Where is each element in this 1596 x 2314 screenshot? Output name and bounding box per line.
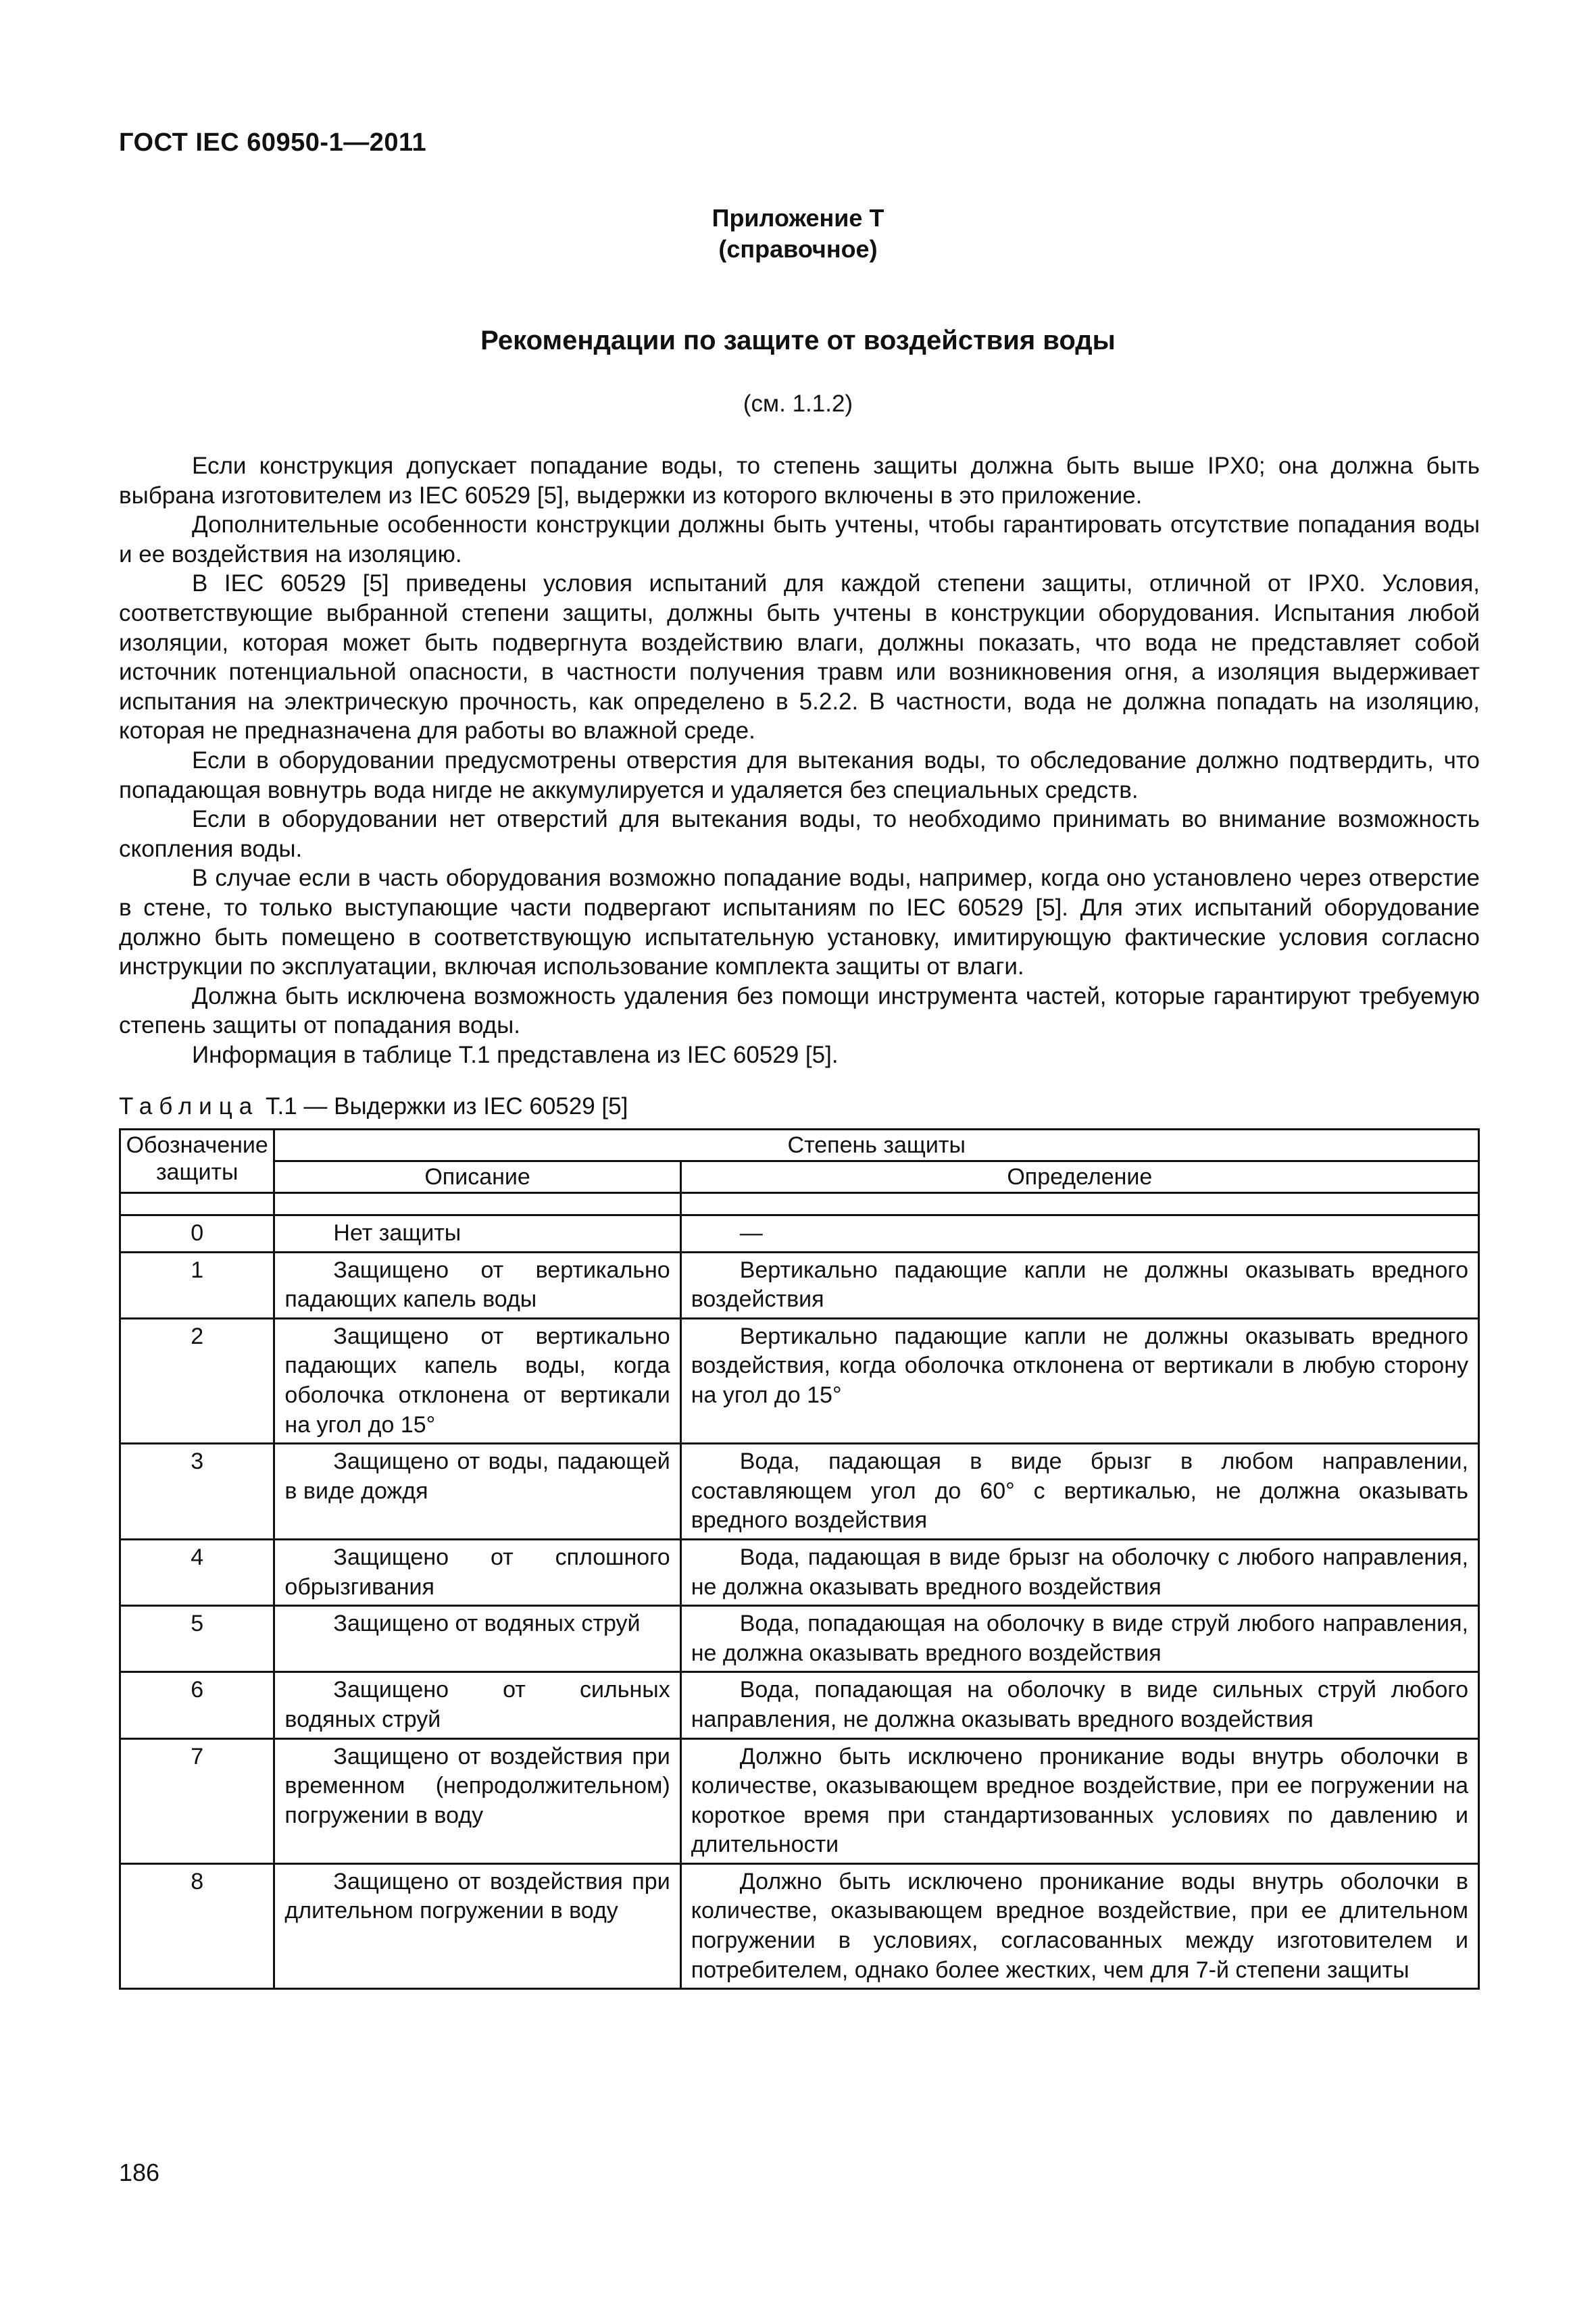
appendix-heading [0, 203, 1596, 265]
cell-definition [680, 1672, 1478, 1738]
table-row [120, 1672, 1479, 1738]
description-text: Защищено от водяных струй [333, 1611, 641, 1637]
table-caption-text: Т.1 — Выдержки из IEC 60529 [5] [265, 1093, 628, 1120]
cell-description [274, 1318, 680, 1443]
cell-description [274, 1863, 680, 1988]
paragraph: Дополнительные особенности конструкции должны быть учтены, чтобы гарантировать отсутствие попадания воды и ее воздействия на изоляцию. [119, 511, 1480, 568]
table-separator [120, 1193, 1479, 1215]
cell-code: 1 [120, 1252, 274, 1318]
body-text [119, 451, 1480, 1070]
page-number: 186 [119, 2159, 160, 2186]
table-row [120, 1539, 1479, 1605]
table-row [120, 1863, 1479, 1988]
table-row [120, 1252, 1479, 1318]
description-text: Защищено от воды, падающей в виде дождя [284, 1449, 670, 1504]
cell-description [274, 1606, 680, 1672]
description-text: Нет защиты [333, 1220, 462, 1246]
paragraph: Если в оборудовании нет отверстий для вытекания воды, то необходимо принимать во внимание возможность скопления воды. [119, 806, 1480, 862]
appendix-type: (справочное) [718, 235, 878, 263]
cell-description [274, 1672, 680, 1738]
cell-code: 4 [120, 1539, 274, 1605]
description-text: Защищено от сильных водяных струй [284, 1677, 670, 1732]
table-row [120, 1606, 1479, 1672]
cell-definition [680, 1539, 1478, 1605]
cell-definition [680, 1738, 1478, 1863]
paragraph: Должна быть исключена возможность удаления без помощи инструмента частей, которые гарантируют требуемую степень защиты от попадания воды. [119, 982, 1480, 1039]
description-text: Защищено от вертикально падающих капель воды, когда оболочка отклонена от вертикали на угол до 15° [284, 1323, 670, 1438]
description-text: Защищено от вертикально падающих капель воды [284, 1257, 670, 1313]
paragraph: Информация в таблице Т.1 представлена из IEC 60529 [5]. [192, 1041, 839, 1068]
appendix-title: Приложение Т [712, 204, 884, 232]
section-reference: (см. 1.1.2) [743, 391, 853, 417]
paragraph: В случае если в часть оборудования возможно попадание воды, например, когда оно установлено через отверстие в стене, то только выступающие части подвергают испытаниям по IEC 60529 [5]. Для этих испытаний оборудование должно быть помещено в соответствующую испытательную установку, имитирующую фактические условия согласно инструкции по эксплуатации, включая использование комплекта защиты от влаги. [119, 865, 1480, 980]
cell-description [274, 1738, 680, 1863]
paragraph: Если конструкция допускает попадание воды, то степень защиты должна быть выше IPX0; она должна быть выбрана изготовителем из IEC 60529 [5], выдержки из которого включены в это приложение. [119, 453, 1480, 509]
cell-definition [680, 1318, 1478, 1443]
paragraph: В IEC 60529 [5] приведены условия испытаний для каждой степени защиты, отличной от IPX0. Условия, соответствующие выбранной степени защиты, должны быть учтены в конструкции оборудования. Испытания любой изоляции, которая может быть подвергнута воздействию влаги, должны показать, что вода не представляет собой источник потенциальной опасности, в частности получения травм или возникновения огня, а изоляция выдерживает испытания на электрическую прочность, как определено в 5.2.2. В частности, вода не должна попадать на изоляцию, которая не предназначена для работы во влажной среде. [119, 570, 1480, 745]
description-text: Защищено от воздействия при длительном погружении в воду [284, 1868, 670, 1924]
table-row [120, 1215, 1479, 1253]
cell-definition [680, 1215, 1478, 1253]
cell-description [274, 1539, 680, 1605]
cell-code: 5 [120, 1606, 274, 1672]
cell-definition [680, 1863, 1478, 1988]
definition-text: Вода, попадающая на оболочку в виде струй любого направления, не должна оказывать вредного воздействия [691, 1611, 1468, 1666]
header-description: Описание [274, 1161, 680, 1193]
section-title: Рекомендации по защите от воздействия воды [480, 326, 1116, 355]
definition-text: Вода, падающая в виде брызг в любом направлении, составляющем угол до 60° с вертикалью, не должна оказывать вредного воздействия [691, 1449, 1468, 1534]
definition-text: Вода, попадающая на оболочку в виде сильных струй любого направления, не должна оказывать вредного воздействия [691, 1677, 1468, 1732]
table-row [120, 1444, 1479, 1540]
cell-description [274, 1252, 680, 1318]
protection-table [119, 1128, 1480, 1990]
paragraph: Если в оборудовании предусмотрены отверстия для вытекания воды, то обследование должно подтвердить, что попадающая вовнутрь вода нигде не аккумулируется и удаляется без специальных средств. [119, 747, 1480, 803]
cell-code: 8 [120, 1863, 274, 1988]
definition-text: Должно быть исключено проникание воды внутрь оболочки в количестве, оказывающем вредное воздействие, при ее длительном погружении в условиях, согласованных между изготовителем и потребителем, однако более жестких, чем для 7-й степени защиты [691, 1868, 1468, 1983]
header-code: Обозначение защиты [120, 1130, 274, 1193]
definition-text: — [739, 1220, 763, 1246]
cell-code: 2 [120, 1318, 274, 1443]
cell-code: 6 [120, 1672, 274, 1738]
cell-definition [680, 1606, 1478, 1672]
definition-text: Вертикально падающие капли не должны оказывать вредного воздействия, когда оболочка отклонена от вертикали в любую сторону на угол до 15° [691, 1323, 1468, 1408]
document-header-code: ГОСТ IEC 60950-1—2011 [119, 128, 427, 157]
cell-description [274, 1444, 680, 1540]
table-caption-label: Таблица [119, 1093, 259, 1120]
cell-code: 7 [120, 1738, 274, 1863]
definition-text: Должно быть исключено проникание воды внутрь оболочки в количестве, оказывающем вредное воздействие, при ее погружении на короткое время при стандартизованных условиях по давлению и длительности [691, 1743, 1468, 1858]
cell-definition [680, 1444, 1478, 1540]
definition-text: Вертикально падающие капли не должны оказывать вредного воздействия [691, 1257, 1468, 1313]
definition-text: Вода, падающая в виде брызг на оболочку с любого направления, не должна оказывать вредного воздействия [691, 1544, 1468, 1600]
cell-code: 0 [120, 1215, 274, 1253]
table-row [120, 1738, 1479, 1863]
description-text: Защищено от сплошного обрызгивания [284, 1544, 670, 1600]
header-protection-degree: Степень защиты [274, 1130, 1479, 1161]
cell-code: 3 [120, 1444, 274, 1540]
table-caption [119, 1092, 628, 1122]
table-row [120, 1318, 1479, 1443]
header-definition: Определение [680, 1161, 1478, 1193]
cell-description [274, 1215, 680, 1253]
description-text: Защищено от воздействия при временном (непродолжительном) погружении в воду [284, 1743, 670, 1828]
cell-definition [680, 1252, 1478, 1318]
